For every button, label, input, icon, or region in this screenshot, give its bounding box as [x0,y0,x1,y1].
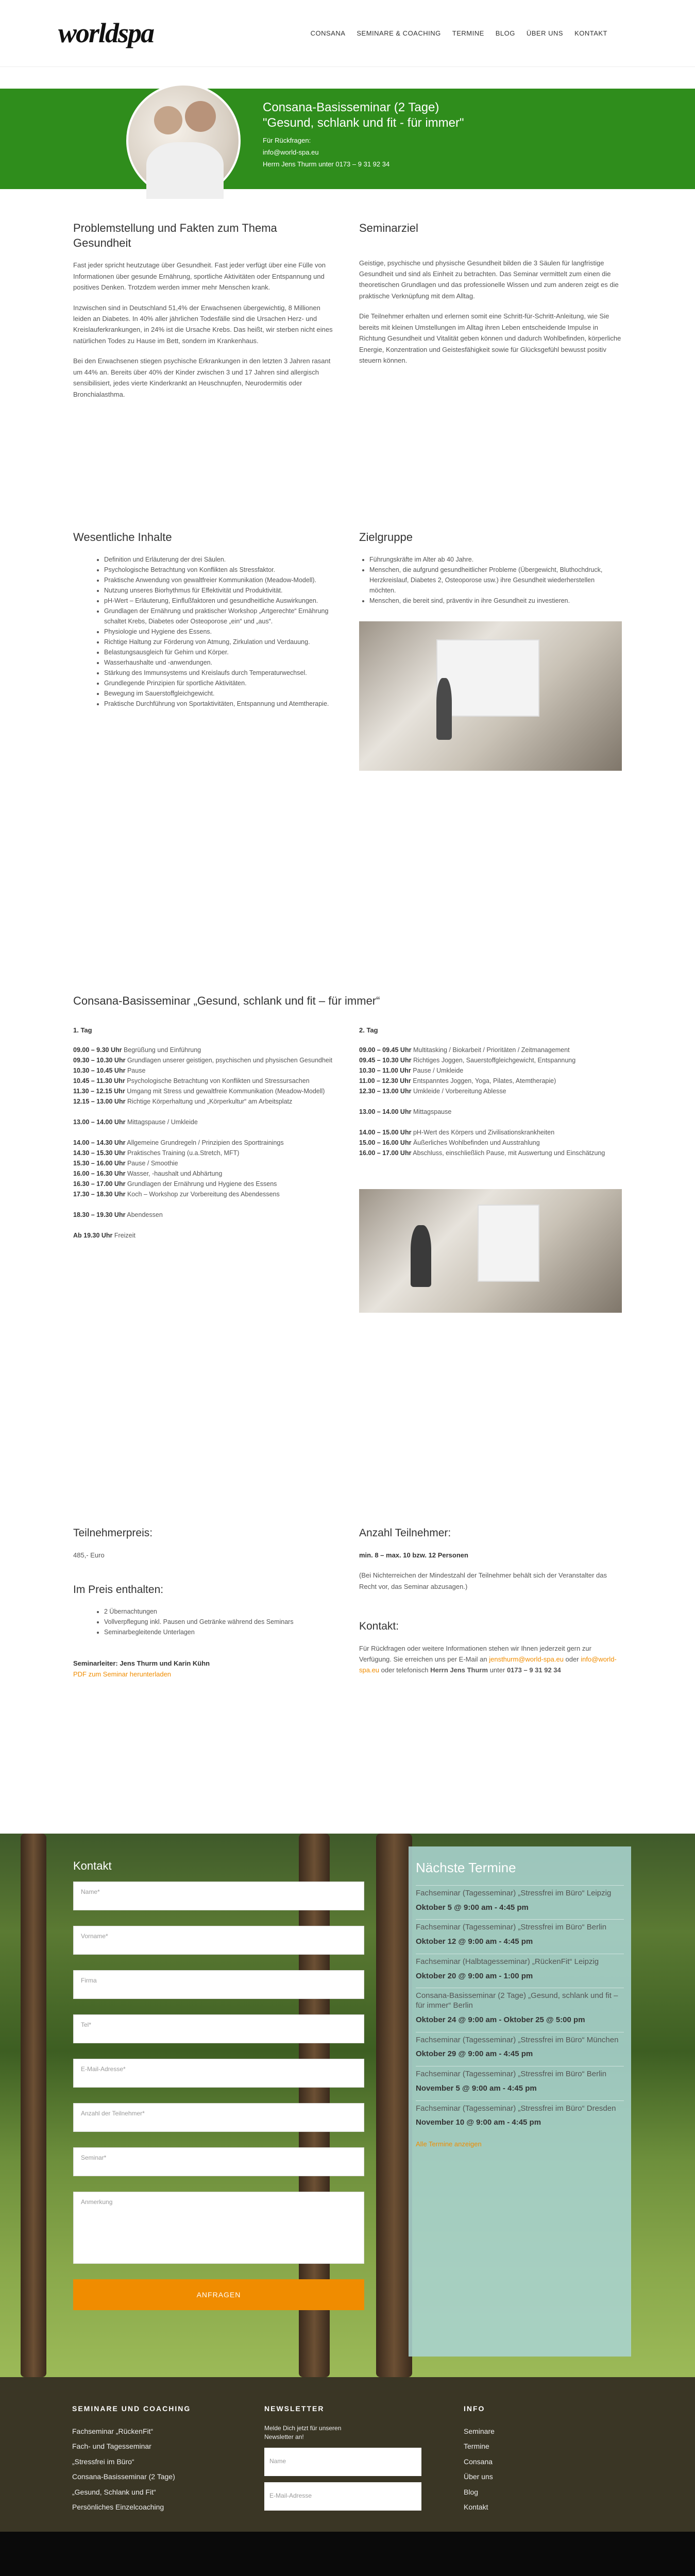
count-heading: Anzahl Teilnehmer: [359,1527,451,1539]
price-heading: Teilnehmerpreis: [73,1527,153,1539]
content-item: • Physiologie und Hygiene des Essens. [104,626,336,637]
footer-col1-heading: SEMINARE UND COACHING [72,2404,191,2413]
count-note: (Bei Nichterreichen der Mindestzahl der Teilnehmer behält sich der Veranstalter das Recht vor, das Seminar abzusagen.) [359,1571,607,1590]
newsletter-text: Melde Dich jetzt für unseren Newsletter an! [264,2425,342,2441]
dates-heading: Nächste Termine [416,1860,516,1875]
schedule-row: 13.00 – 14.00 Uhr Mittagspause [359,1108,452,1116]
nav-blog[interactable]: BLOG [495,29,515,37]
schedule-row: 16.00 – 17.00 Uhr Abschluss, einschließlich Pause, mit Auswertung und Einschätzung [359,1149,605,1157]
content-item: • Grundlagen der Ernährung und praktischer Workshop „Artgerechte“ Ernährung schaltet Krebs, Diabetes oder Osteoporose „ein“ und „aus“. [104,606,336,626]
day2-schedule [359,1045,622,1158]
content-item: • Wasserhaushalte und -anwendungen. [104,657,336,668]
nav-seminare[interactable]: SEMINARE & COACHING [357,29,441,37]
nav-consana[interactable]: CONSANA [310,29,346,37]
content-item: • Belastungsausgleich für Gehirn und Körper. [104,647,336,657]
schedule-row: 12.30 – 13.00 Uhr Umkleide / Vorbereitung Ablesse [359,1088,506,1095]
hero-band [0,89,695,189]
schedule-row: 09.30 – 10.30 Uhr Grundlagen unserer geistigen, psychischen und physischen Gesundheit [73,1057,333,1064]
date-item[interactable]: Fachseminar (Tagesseminar) „Stressfrei im Büro“ Berlin November 5 @ 9:00 am - 4:45 pm [416,2066,624,2100]
section-facts [73,221,622,530]
facts-p1: Fast jeder spricht heutzutage über Gesundheit. Fast jeder verfügt über eine Fülle von Informationen über gesunde Ernährung, sportliche Aktivitäten oder Entspannung und positives Denken. Trotzdem werden immer mehr Menschen krank. [73,261,326,292]
schedule-row [359,1117,622,1127]
content-item: • pH-Wert – Erläuterung, Einflußfaktoren und gesundheitliche Auswirkungen. [104,596,336,606]
seminar-photo-2 [359,1189,622,1313]
upcoming-dates [409,1846,631,2357]
day1-label: 1. Tag [73,1026,92,1034]
target-item: • Menschen, die aufgrund gesundheitlicher Probleme (Übergewicht, Bluthochdruck, Herzkreislauf, Diabetes 2, Osteoporose usw.) ihre Gesundheit wiederherstellen möchten. [369,565,622,596]
seminar-lead: Seminarleiter: Jens Thurm und Karin Kühn [73,1659,210,1667]
date-item[interactable]: Fachseminar (Tagesseminar) „Stressfrei im Büro“ München Oktober 29 @ 9:00 am - 4:45 pm [416,2032,624,2066]
footer-link[interactable]: Fach- und Tagesseminar [72,2442,151,2451]
nav-ueber-uns[interactable]: ÜBER UNS [526,29,564,37]
footer-link[interactable]: Über uns [464,2472,493,2481]
schedule-row: 09.00 – 9.30 Uhr Begrüßung und Einführung [73,1046,201,1054]
target-item: • Führungskräfte im Alter ab 40 Jahre. [369,554,622,565]
newsletter-name-field[interactable]: Name [264,2448,421,2476]
footer-link[interactable]: „Gesund, Schlank und Fit“ [72,2487,156,2496]
tel-field[interactable]: Tel* [73,2014,364,2043]
schedule-row: 15.30 – 16.00 Uhr Pause / Smoothie [73,1160,178,1167]
comment-field[interactable]: Anmerkung [73,2192,364,2264]
schedule-row: 17.30 – 18.30 Uhr Koch – Workshop zur Vorbereitung des Abendessens [73,1191,280,1198]
content-item: • Grundlegende Prinzipien für sportliche Aktivitäten. [104,678,336,688]
contact-heading: Kontakt: [359,1620,399,1632]
vorname-field[interactable]: Vorname* [73,1926,364,1955]
schedule-row: 18.30 – 19.30 Uhr Abendessen [73,1211,163,1219]
price-value: 485,- Euro [73,1551,105,1559]
facts-p2: Inzwischen sind in Deutschland 51,4% der Erwachsenen übergewichtig, 8 Millionen leiden an Diabetes. In 40% aller jährlichen Todesfälle sind die Ursachen Herz- und Kreislauferkrankungen, in 24% ist die Ursache Krebs. Das heißt, wir sterben nicht eines natürlichen Todes zu Hause im Bett, sondern im Krankenhaus. [73,303,333,345]
footer-link[interactable]: Blog [464,2487,479,2496]
hero-email[interactable]: info@world-spa.eu [263,148,319,156]
section-content [73,530,622,994]
schedule-row: 14.00 – 15.00 Uhr pH-Wert des Körpers und Zivilisationskrankheiten [359,1129,555,1137]
schedule-row: 16.00 – 16.30 Uhr Wasser, -haushalt und Abhärtung [73,1170,223,1178]
schedule-row [73,1199,336,1210]
form-heading: Kontakt [73,1859,112,1872]
nav-termine[interactable]: TERMINE [452,29,484,37]
schedule-row: 13.00 – 14.00 Uhr Mittagspause / Umkleide [73,1118,198,1126]
footer-link[interactable]: Consana-Basisseminar (2 Tage) [72,2472,175,2481]
included-item: • Vollverpflegung inkl. Pausen und Getränke während des Seminars [104,1617,336,1627]
email-field[interactable]: E-Mail-Adresse* [73,2059,364,2088]
schedule-row [359,1096,622,1107]
goal-p2: Die Teilnehmer erhalten und erlernen somit eine Schritt-für-Schritt-Anleitung, wie Sie bereits mit kleinen Umstellungen im Alltag ihren Leben entscheidende Impulse in Richtung Gesundheit und Vitalität geben können und dadurch Wohlbefinden, körperliche Energie, Konzentration und Geistesfähigkeit sowie für Glücksgefühl bewusst positiv steuern können. [359,312,621,365]
footer-link[interactable]: „Stressfrei im Büro“ [72,2457,134,2466]
date-item[interactable]: Fachseminar (Tagesseminar) „Stressfrei im Büro“ Dresden November 10 @ 9:00 am - 4:45 pm [416,2100,624,2135]
seminar-select[interactable]: Seminar* [73,2147,364,2176]
schedule-row: 10.30 – 11.00 Uhr Pause / Umkleide [359,1067,464,1075]
section-price [73,1524,622,1834]
page-bottom [0,2532,695,2576]
content-item: • Praktische Durchführung von Sportaktivitäten, Entspannung und Atemtherapie. [104,699,336,709]
content-item: • Bewegung im Sauerstoffgleichgewicht. [104,688,336,699]
footer-link[interactable]: Fachseminar „RückenFit“ [72,2427,154,2436]
schedule-row: 15.00 – 16.00 Uhr Äußerliches Wohlbefinden und Ausstrahlung [359,1139,540,1147]
schedule-heading: Consana-Basisseminar „Gesund, schlank und fit – für immer“ [73,994,380,1007]
schedule-row: 14.00 – 14.30 Uhr Allgemeine Grundregeln / Prinzipien des Sporttrainings [73,1139,284,1147]
content-item: • Praktische Anwendung von gewaltfreier Kommunikation (Meadow-Modell). [104,575,336,585]
included-list [73,1606,336,1637]
included-item: • 2 Übernachtungen [104,1606,336,1617]
hero-title: Consana-Basisseminar (2 Tage) "Gesund, schlank und fit - für immer" [263,100,464,130]
goal-heading: Seminarziel [359,222,418,234]
seminar-photo-1 [359,621,622,771]
footer-link[interactable]: Kontakt [464,2503,488,2512]
schedule-row: Ab 19.30 Uhr Freizeit [73,1232,135,1240]
target-item: • Menschen, die bereit sind, präventiv in ihre Gesundheit zu investieren. [369,596,622,606]
target-heading: Zielgruppe [359,531,413,544]
site-header [0,0,695,67]
schedule-row: 10.45 – 11.30 Uhr Psychologische Betrachtung von Konflikten und Stressursachen [73,1077,310,1085]
firma-field[interactable]: Firma [73,1970,364,1999]
footer [0,2377,695,2532]
footer-link[interactable]: Seminare [464,2427,495,2436]
submit-button[interactable]: ANFRAGEN [73,2279,364,2310]
footer-info-heading: INFO [464,2404,485,2413]
date-item[interactable]: Fachseminar (Halbtagesseminar) „RückenFit“ Leipzig Oktober 20 @ 9:00 am - 1:00 pm [416,1954,624,1988]
content-item: • Definition und Erläuterung der drei Säulen. [104,554,336,565]
schedule-row: 12.15 – 13.00 Uhr Richtige Körperhaltung und „Körperkultur“ am Arbeitsplatz [73,1098,293,1106]
footer-link[interactable]: Termine [464,2442,489,2451]
pdf-download-link[interactable]: PDF zum Seminar herunterladen [73,1670,172,1679]
contact-text: Für Rückfragen oder weitere Informationen stehen wir Ihnen jederzeit gern zur Verfügung. Sie erreichen uns per E-Mail an jensthurm@world-spa.eu oder info@world-spa.eu oder telefonisch Herrn Jens Thurm unter 0173 – 9 31 92 34 [359,1644,617,1674]
included-item: • Seminarbegleitende Unterlagen [104,1627,336,1637]
count-value: min. 8 – max. 10 bzw. 12 Personen [359,1551,468,1559]
schedule-row: 14.30 – 15.30 Uhr Praktisches Training (u.a.Stretch, MFT) [73,1149,240,1157]
day1-schedule [73,1045,336,1241]
email-link-1[interactable]: jensthurm@world-spa.eu [489,1655,564,1664]
day2-label: 2. Tag [359,1026,378,1034]
footer-link[interactable]: Persönliches Einzelcoaching [72,2503,164,2512]
date-item[interactable]: Consana-Basisseminar (2 Tage) „Gesund, schlank und fit – für immer“ Berlin Oktober 24 @ 9:00 am - Oktober 25 @ 5:00 pm [416,1988,624,2031]
schedule-row: 11.30 – 12.15 Uhr Umgang mit Stress und gewaltfreie Kommunikation (Meadow-Modell) [73,1088,325,1095]
participants-field[interactable]: Anzahl der Teilnehmer* [73,2103,364,2132]
content-item: • Psychologische Betrachtung von Konflikten als Stressfaktor. [104,565,336,575]
schedule-row: 11.00 – 12.30 Uhr Entspanntes Joggen, Yoga, Pilates, Atemtherapie) [359,1077,556,1085]
hero-contact: Für Rückfragen: info@world-spa.eu Herrn Jens Thurm unter 0173 – 9 31 92 34 [263,137,390,168]
content-item: • Stärkung des Immunsystems und Kreislaufs durch Temperaturwechsel. [104,668,336,678]
contact-form [73,1857,364,2310]
hero-photo [126,83,241,198]
facts-heading: Problemstellung und Fakten zum Thema Gesundheit [73,222,277,249]
schedule-row: 09.00 – 09.45 Uhr Multitasking / Biokarbeit / Prioritäten / Zeitmanagement [359,1046,570,1054]
schedule-row [73,1107,336,1117]
name-field[interactable]: Name* [73,1882,364,1910]
included-heading: Im Preis enthalten: [73,1584,164,1596]
content-list [73,554,336,709]
schedule-row: 10.30 – 10.45 Uhr Pause [73,1067,146,1075]
nav-kontakt[interactable]: KONTAKT [574,29,607,37]
contact-section [0,1834,695,2377]
content-item: • Richtige Haltung zur Förderung von Atmung, Zirkulation und Verdauung. [104,637,336,647]
goal-p1: Geistige, psychische und physische Gesundheit bilden die 3 Säulen für langfristige Gesundheit und sind als Einheit zu betrachten. Das Seminar vermittelt zum einen die theoretischen Grundlagen und das professionelle Wissen und zum anderen zeigt es die praktische Verknüpfung mit dem Alltag. [359,259,619,300]
target-list [359,554,622,606]
logo[interactable]: worldspa [58,17,154,48]
content-item: • Nutzung unseres Biorhythmus für Effektivität und Produktivität. [104,585,336,596]
content-heading: Wesentliche Inhalte [73,531,172,544]
schedule-row [73,1220,336,1230]
main-nav [311,28,607,39]
schedule-row: 16.30 – 17.00 Uhr Grundlagen der Ernährung und Hygiene des Essens [73,1180,277,1188]
footer-link[interactable]: Consana [464,2457,493,2466]
newsletter-email-field[interactable]: E-Mail-Adresse [264,2482,421,2511]
date-item[interactable]: Fachseminar (Tagesseminar) „Stressfrei im Büro“ Leipzig Oktober 5 @ 9:00 am - 4:45 pm [416,1885,624,1920]
newsletter-heading: NEWSLETTER [264,2404,325,2413]
section-schedule [73,994,622,1524]
schedule-row [73,1127,336,1138]
date-item[interactable]: Fachseminar (Tagesseminar) „Stressfrei im Büro“ Berlin Oktober 12 @ 9:00 am - 4:45 pm [416,1919,624,1954]
schedule-row: 09.45 – 10.30 Uhr Richtiges Joggen, Sauerstoffgleichgewicht, Entspannung [359,1057,576,1064]
facts-p3: Bei den Erwachsenen stiegen psychische Erkrankungen in den letzten 3 Jahren rasant um 44% an. Bereits über 40% der Kinder zwischen 3 und 17 Jahren sind allergisch sensibilisiert, jedes vierte Kinderkrankt an Heuschnupfen, Neurodermitis oder Bronchialasthma. [73,357,331,398]
email-link-2[interactable]: info@world-spa.eu [359,1655,617,1674]
all-dates-link[interactable]: Alle Termine anzeigen [416,2140,482,2148]
